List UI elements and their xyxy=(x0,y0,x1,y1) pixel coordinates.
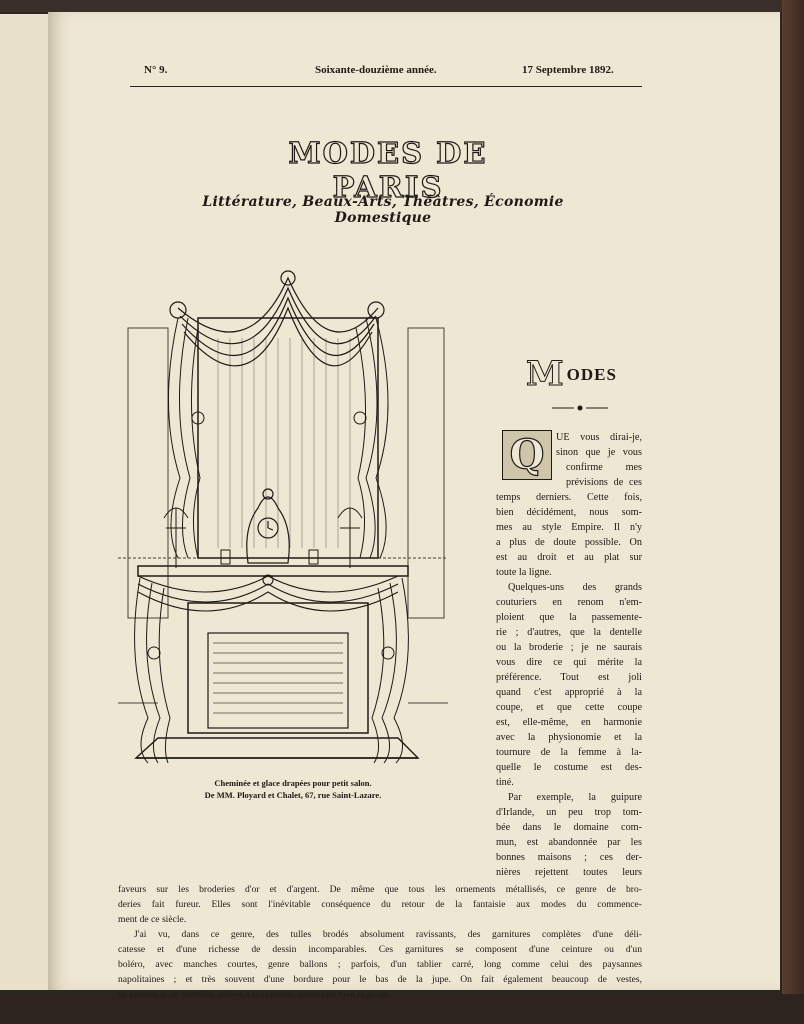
text-line: sinon que je vous xyxy=(556,447,642,458)
text-line: mes au style Empire. Il n'y xyxy=(496,522,642,533)
text-line: confirme mes xyxy=(566,462,642,473)
text-line: a plus de doute possible. On xyxy=(496,537,642,548)
text-line: faveurs sur les broderies d'or et d'argent. De même que tous les ornements métallisés, ce genre de bro- xyxy=(118,884,642,895)
text-line: toute la ligne. xyxy=(496,567,552,578)
text-line: préférence. Tout est joli xyxy=(496,672,642,683)
text-line: nières rejettent toutes leurs xyxy=(496,867,642,878)
book-spine xyxy=(782,0,804,1024)
text-line: ploient que la passemente- xyxy=(496,612,642,623)
issue-date: 17 Septembre 1892. xyxy=(522,64,614,76)
text-line: napolitaines ; et très souvent d'une bordure pour le bas de la jupe. On fait également beaucoup de vestes, xyxy=(118,974,642,985)
text-line: deries fait fureur. Elles sont l'inévitable conséquence du retour de la fantaisie aux modes du commence- xyxy=(118,899,642,910)
text-line: est, elle-même, en harmonie xyxy=(496,717,642,728)
text-line: est au droit et au plat sur xyxy=(496,552,642,563)
caption-line: Cheminée et glace drapées pour petit salon. xyxy=(214,778,372,788)
text-line: quand c'est approprié à la xyxy=(496,687,642,698)
issue-number: N° 9. xyxy=(144,64,168,76)
text-line: bée dans le domaine com- xyxy=(496,822,642,833)
text-line: bonnes maisons ; ces der- xyxy=(496,852,642,863)
publication-year: Soixante-douzième année. xyxy=(315,64,437,76)
text-line: coupe, et que cette coupe xyxy=(496,702,642,713)
text-line: rie ; d'autres, que la dentelle xyxy=(496,627,642,638)
text-line: avec la physionomie et la xyxy=(496,732,642,743)
text-line: boléro, avec manches courtes, genre ballons ; parfois, d'un tablier carré, long comme celui des paysannes xyxy=(118,959,642,970)
illustration-caption xyxy=(118,777,468,801)
text-line: mun, est abandonnée par les xyxy=(496,837,642,848)
heading-initial: M xyxy=(526,354,565,394)
text-line: UE vous dirai-je, xyxy=(556,432,642,443)
text-line: couturiers en renom n'em- xyxy=(496,597,642,608)
journal-page xyxy=(48,12,780,1000)
text-line: quelle le costume est des- xyxy=(496,762,642,773)
text-line: tournure de la femme à la- xyxy=(496,747,642,758)
text-line: Par exemple, la guipure xyxy=(508,792,642,803)
text-line: ou la broderie ; je ne saurais xyxy=(496,642,642,653)
drop-cap: Q xyxy=(502,430,552,480)
text-line: catesse et d'une richesse de dessin incomparables. Ces garnitures se composent d'une ceinture ou d'un xyxy=(118,944,642,955)
text-line: ment de ce siècle. xyxy=(118,914,187,925)
text-line: bien décidément, nous som- xyxy=(496,507,642,518)
text-line: tiné. xyxy=(496,777,514,788)
text-line: d'Irlande, un peu trop tom- xyxy=(496,807,642,818)
masthead-subtitle: Littérature, Beaux-Arts, Théâtres, Économie Domestique xyxy=(202,194,564,226)
text-line: temps derniers. Cette fois, xyxy=(496,492,642,503)
masthead-title: MODES DE PARIS xyxy=(288,136,488,204)
facing-page-edge xyxy=(0,14,49,990)
binding-top-edge xyxy=(0,0,804,12)
article-heading xyxy=(526,354,617,394)
text-line: de boléros et de bretelles, reliées à la ceinture, encastrant bien la gorge. xyxy=(118,989,391,1000)
heading-rest: ODES xyxy=(566,365,617,384)
heading-ornament xyxy=(552,404,608,412)
text-line: J'ai vu, dans ce genre, des tulles brodés absolument ravissants, des garnitures complètes d'une déli- xyxy=(134,929,642,940)
fireplace-illustration xyxy=(118,258,448,778)
text-line: Quelques-uns des grands xyxy=(508,582,642,593)
text-line: vous dire ce qui mérite la xyxy=(496,657,642,668)
text-line: prévisions de ces xyxy=(566,477,642,488)
header-rule xyxy=(130,86,642,87)
caption-line: De MM. Ployard et Chalet, 67, rue Saint-Lazare. xyxy=(204,790,382,800)
